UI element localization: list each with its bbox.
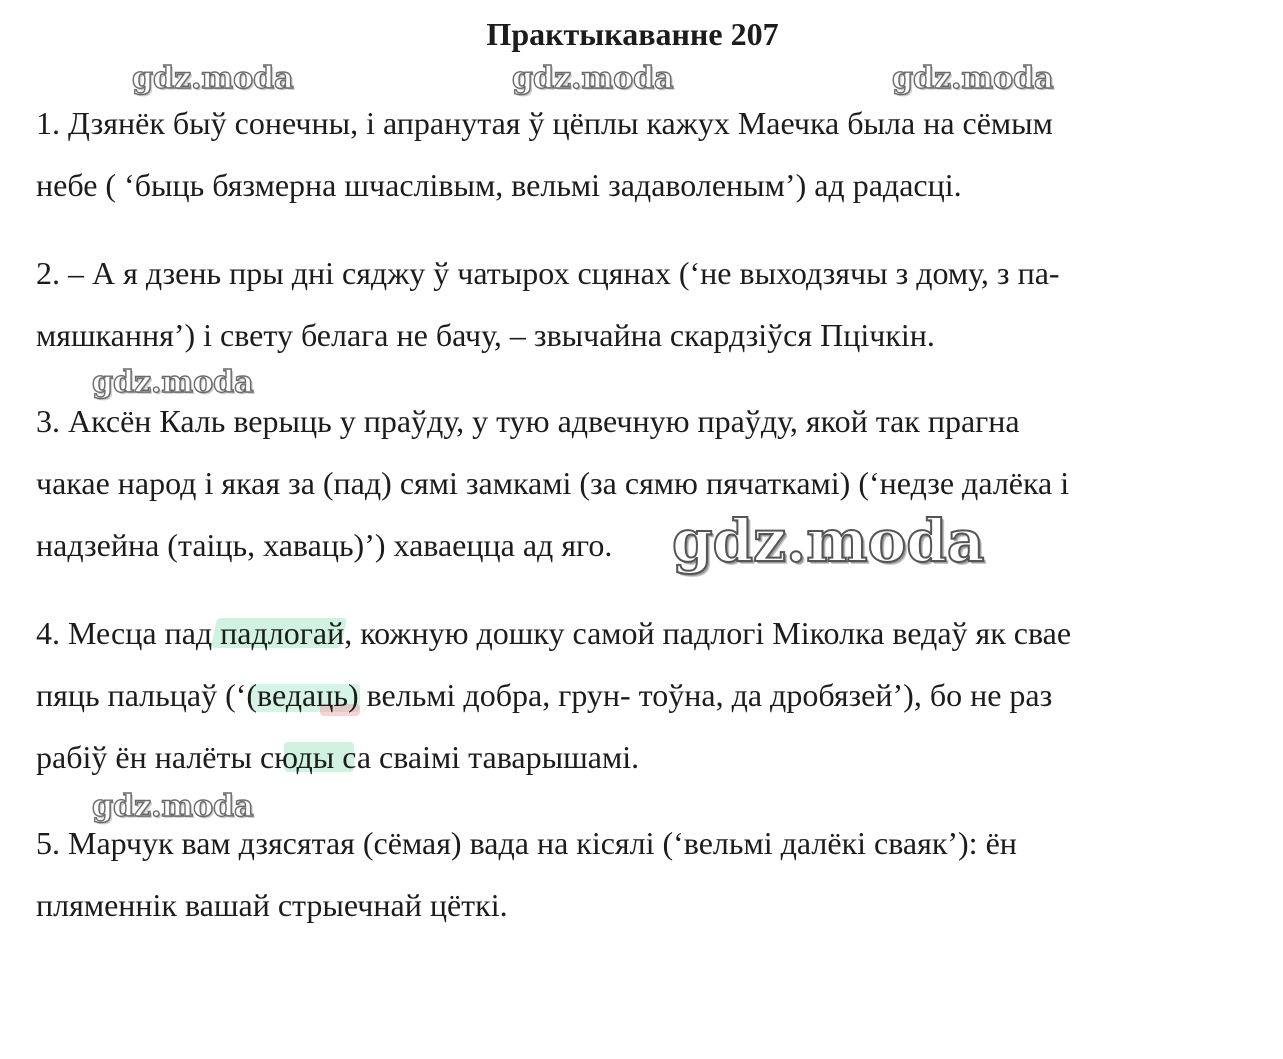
paragraph-2 bbox=[36, 242, 1231, 366]
watermark: gdz.moda bbox=[132, 61, 294, 96]
watermark: gdz.moda bbox=[672, 507, 985, 575]
paragraph-line: рабіў ён налёты сюды са сваімі таварышамі. bbox=[36, 739, 640, 775]
paragraph-line: пяць пальцаў (‘(ведаць) вельмі добра, грун- тоўна, да дробязей’), бо не раз bbox=[36, 677, 1053, 713]
paragraph-1 bbox=[36, 92, 1231, 216]
paragraph-line: 2. – А я дзень пры дні сяджу ў чатырох сцянах (‘не выходзячы з дому, з па- bbox=[36, 255, 1060, 291]
paragraph-line: 5. Марчук вам дзясятая (сёмая) вада на кісялі (‘вельмі далёкі сваяк’): ён bbox=[36, 825, 1017, 861]
paragraph-line: 1. Дзянёк быў сонечны, і апранутая ў цёплы кажух Маечка была на сёмым bbox=[36, 105, 1053, 141]
paragraph-line: чакае народ і якая за (пад) сямі замкамі (за сямю пячаткамі) (‘недзе далёка і bbox=[36, 465, 1070, 501]
watermark: gdz.moda bbox=[92, 789, 254, 824]
paragraph-4 bbox=[36, 602, 1231, 788]
page-title: Практыкаванне 207 bbox=[486, 16, 779, 52]
paragraph-line: пляменнік вашай стрыечнай цёткі. bbox=[36, 887, 508, 923]
paragraph-line: 3. Аксён Каль верыць у праўду, у тую адвечную праўду, якой так прагна bbox=[36, 403, 1020, 439]
paragraph-line: небе ( ‘быць бязмерна шчаслівым, вельмі задаволеным’) ад радасці. bbox=[36, 167, 962, 203]
paragraph-5 bbox=[36, 812, 1231, 936]
paragraph-line: надзейна (таіць, хаваць)’) хаваецца ад яго. bbox=[36, 527, 613, 563]
paragraph-line: 4. Месца пад падлогай, кожную дошку самой падлогі Міколка ведаў як свае bbox=[36, 615, 1072, 651]
paragraph-line: мяшкання’) і свету белага не бачу, – звычайна скардзіўся Пцічкін. bbox=[36, 317, 935, 353]
watermark: gdz.moda bbox=[92, 365, 254, 400]
paragraph-3 bbox=[36, 390, 1231, 576]
watermark: gdz.moda bbox=[892, 61, 1054, 96]
watermark: gdz.moda bbox=[512, 61, 674, 96]
